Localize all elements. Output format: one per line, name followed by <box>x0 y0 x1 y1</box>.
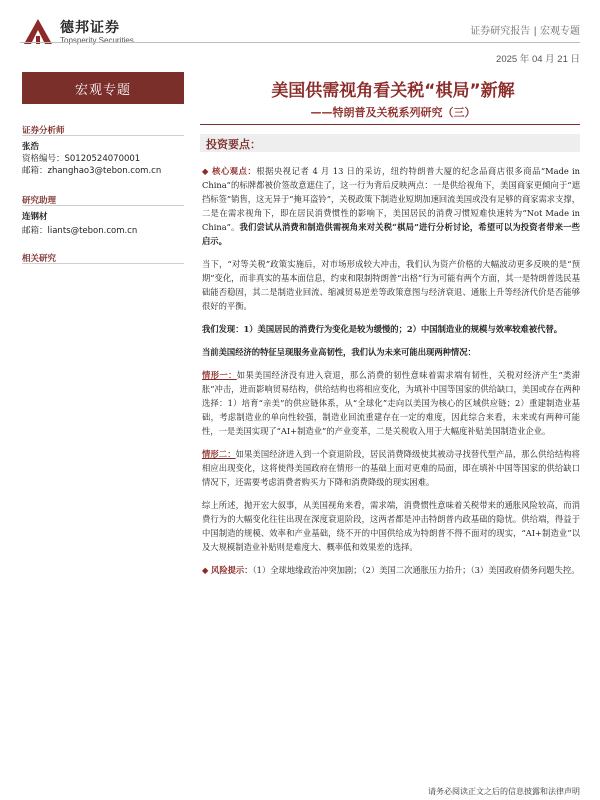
title-divider <box>200 124 580 125</box>
key-points-heading: 投资要点： <box>206 138 261 151</box>
scenario-two-text: 如果美国经济进入到一个衰退阶段，居民消费降级使其被动寻找替代型产品，那么供给结构将相应出现变化，这将使得美国政府在情形一的基础上面对更难的局面，即在填补中国等国家的供给缺口情况下，还需要考虑消费者购买力下降和消费降级的现实困难。 <box>202 449 580 487</box>
bullet-icon: ◆ <box>202 166 209 176</box>
brand-name-cn: 德邦证券 <box>60 20 120 36</box>
market-paragraph: 当下，“对等关税”政策实施后，对市场形成较大冲击，我们认为资产价格的大幅波动更多反映的是“预期”变化，而非真实的基本面信息，约束和限制特朗普“出格”行为可能有两个方面，其一是特朗普选民基础能否稳固，其二是制造业回流、缩减贸易逆差等政策意图与经济衰退、通胀上升等经济代价是否能够很好的平衡。 <box>202 259 580 311</box>
core-view-text: 根据央视记者 4 月 13 日的采访，纽约特朗普大厦的纪念品商店很多商品“Made in China”的标牌都被价签故意遮住了，这一行为背后反映两点：一是供给视角下，美国商家更倾向于“遮挡标签”销售，这无异于“掩耳盗铃”，关税政策下制造业短期加速回流美国或没有足够的商家需求支撑，二是在需求视角下，即在居民消费惯性的影响下，美国居民的消费习惯短难快速转为“Not Made in China”。 <box>202 166 580 232</box>
report-date: 2025 年 04 月 21 日 <box>496 54 580 65</box>
report-category: 证券研究报告 | 宏观专题 <box>470 26 580 37</box>
section-label: 宏观专题 <box>22 72 184 104</box>
findings-paragraph: 我们发现：1）美国居民的消费行为变化是较为缓慢的；2）中国制造业的规模与效率较难被代替。 <box>202 324 563 334</box>
scenario-one-label: 情形一： <box>202 370 237 380</box>
scenario-one-paragraph <box>202 368 580 438</box>
contact-heading: 研究助理 <box>22 196 57 206</box>
header-divider <box>20 42 580 43</box>
analyst-email[interactable]: 邮箱：zhanghao3@tebon.com.cn <box>22 166 162 176</box>
report-subtitle: ——特朗普及关税系列研究（三） <box>310 106 476 119</box>
footer-disclaimer: 请务必阅读正文之后的信息披露和法律声明 <box>428 787 580 796</box>
report-title: 美国供需视角看关税“棋局”新解 <box>271 81 515 101</box>
sidebar-divider <box>22 135 184 136</box>
scenarios-intro: 当前美国经济的特征呈现服务业高韧性，我们认为未来可能出现两种情况： <box>202 347 476 357</box>
sidebar-divider <box>22 205 184 206</box>
bullet-icon: ◆ <box>202 565 209 575</box>
scenario-two-label: 情形二： <box>202 449 236 459</box>
core-view-emphasis: 我们尝试从消费和制造供需视角来对关税“棋局”进行分析讨论，希望可以为投资者带来一些启示。 <box>202 222 580 246</box>
brand-name-en: Topsperity Securities <box>60 36 134 45</box>
contact-name: 连钢材 <box>22 212 48 222</box>
summary-paragraph: 综上所述，抛开宏大叙事，从美国视角来看，需求端，消费惯性意味着关税带来的通胀风险较高，而消费行为的大幅变化往往出现在深度衰退阶段，这两者都是冲击特朗普内政基础的隐忧。供给端，得益于中国制造的规模、效率和产业基础，绕不开的中国供给成为特朗普不得不面对的现实，“AI+制造业”以及大规模制造业补贴则是难度大、概率低和效果差的选择。 <box>202 500 580 552</box>
sidebar-divider <box>22 263 184 264</box>
core-view-label: 核心观点： <box>212 166 257 176</box>
related-heading: 相关研究 <box>22 254 57 264</box>
analyst-cert: 资格编号：S0120524070001 <box>22 154 141 164</box>
scenario-two-paragraph <box>202 447 580 489</box>
contact-email[interactable]: 邮箱：liants@tebon.com.cn <box>22 226 138 236</box>
risk-paragraph <box>202 563 580 577</box>
analyst-name: 张浩 <box>22 142 40 152</box>
report-body <box>202 164 580 586</box>
risk-label: 风险提示： <box>211 565 253 575</box>
scenario-one-text: 如果美国经济没有进入衰退，那么消费的韧性意味着需求端有韧性，关税对经济产生“类滞胀”冲击，进而影响贸易结构，供给结构也将相应变化，为填补中国等国家的供给缺口，美国或存在两种选择：1）培育“亲美”的供应链体系，从“全球化”走向以美国为核心的区域供应链；2）重建制造业基础，考虑制造业的单向性较强，制造业回流重建存在一定的难度，因此综合来看，未来或有两种可能性，一是美国实现了“AI+制造业”的产业变革，二是关税收入用于大幅度补贴美国制造业企业。 <box>202 370 580 436</box>
risk-text: （1）全球地缘政治冲突加剧；（2）美国二次通胀压力抬升；（3）美国政府债务问题失控。 <box>252 565 580 575</box>
analyst-heading: 证券分析师 <box>22 126 65 136</box>
core-view-paragraph <box>202 164 580 248</box>
